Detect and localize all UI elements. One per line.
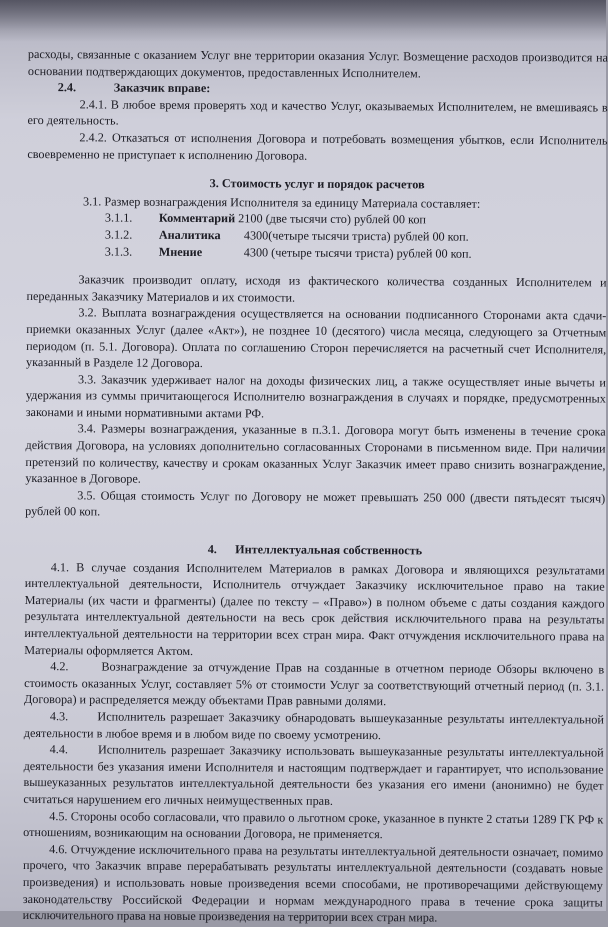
price-row [105, 243, 607, 263]
clause-4-1: 4.1. В случае создания Исполнителем Материалов в рамках Договора и являющихся результатами интеллектуальной деятельности, Исполнитель отчуждает Заказчику исключительное право на такие Материалы (их части и фрагменты) (далее по тексту – «Право») в полном объеме с даты создания каждого результата интеллектуальной деятельности на весь срок действия исключительного права на результаты интеллектуальной деятельности на территории всех стран мира. Факт отчуждения исключительного права на Материалы оформляется Актом. [24, 559, 605, 658]
price-value: 4300(четыре тысячи триста) рублей 00 коп. [243, 228, 469, 244]
section-3-title: 3. Стоимость услуг и порядок расчетов [209, 176, 425, 192]
price-type: Комментарий [158, 211, 236, 226]
price-type: Мнение [158, 244, 203, 259]
top-shadow [0, 0, 606, 42]
clause-4-3: 4.3. Исполнитель разрешает Заказчику обнародовать вышеуказанные результаты интеллектуальной деятельности в любое время и в любом виде по своему усмотрению. [23, 709, 607, 742]
clause-3-5: 3.5. Общая стоимость Услуг по Договору не может превышать 250 000 (двести пятьдесят тысяч) рублей 00 коп. [25, 488, 606, 519]
price-type: Аналитика [158, 227, 221, 243]
section-2-4-number: 2.4. [57, 80, 77, 95]
clause-3-3: 3.3. Заказчик удерживает налог на доходы физических лиц, а также осуществляет иные вычеты и удержания из суммы причитающегося Исполнителю вознаграждения в случаях и порядке, предусмотренных законами и иными нормативными актами РФ. [25, 371, 606, 421]
section-4-title: 4. Интеллектуальная собственность [207, 542, 423, 558]
price-value: 4300 (четыре тысячи триста) рублей 00 коп. [243, 244, 472, 261]
payment-paragraph: Заказчик производит оплату, исходя из фактического количества созданных Исполнителем и переданных Заказчику Материалов и их стоимости. [26, 272, 607, 305]
clause-2-4-1: 2.4.1. В любое время проверять ход и качество Услуг, оказываемых Исполнителем, не вмешиваясь в его деятельность. [27, 97, 608, 128]
price-number: 3.1.3. [104, 244, 133, 259]
clause-4-4: 4.4. Исполнитель разрешает Заказчику использовать вышеуказанные результаты интеллектуальной деятельности без указания имени Исполнителя и настоящим подтверждает и гарантирует, что использование вышеуказанных результатов интеллектуальной деятельности без указания его имени (анонимно) не будет считаться нарушением его личных неимущественных прав. [23, 742, 607, 808]
price-number: 3.1.2. [104, 227, 133, 242]
clause-3-2: 3.2. Выплата вознаграждения осуществляется на основании подписанного Сторонами акта сдачи-приемки оказанных Услуг (далее «Акт»), не позднее 10 (десятого) числа месяца, следующего за Отчетным периодом (п. 5.1. Договора). Оплата по соглашению Сторон перечисляется на расчетный счет Исполнителя, указанный в Разделе 12 Договора. [26, 305, 607, 371]
price-value: 2100 (две тысячи сто) рублей 00 коп [238, 211, 427, 227]
price-number: 3.1.1. [104, 210, 133, 225]
contract-page [23, 46, 608, 927]
clause-3-1: 3.1. Размер вознаграждения Исполнителя за единицу Материала составляет: [83, 194, 481, 211]
continuation-paragraph: расходы, связанные с оказанием Услуг вне территории оказания Услуг. Возмещение расходов производится на основании подтверждающих документов, предоставленных Исполнителем. [27, 46, 608, 80]
clause-4-2: 4.2. Вознаграждение за отчуждение Прав на созданные в отчетном периоде Обзоры включено в стоимость оказанных Услуг, составляет 5% от стоимости Услуг за соответствующий отчетный период (п. 3.1. Договора) и распределяется между объектами Прав равными долями. [23, 659, 608, 709]
clause-3-4: 3.4. Размеры вознаграждения, указанные в п.3.1. Договора могут быть изменены в течение срока действия Договора, на условиях дополнительно согласованных Сторонами в письменном виде. При наличии претензий по количеству, качеству и срокам оказанных Услуг Заказчик имеет право снизить вознаграждение, указанное в Договоре. [25, 421, 606, 486]
clause-4-6: 4.6. Отчуждение исключительного права на результаты интеллектуальной деятельности означает, помимо прочего, что Заказчик вправе перерабатывать результаты интеллектуальной деятельности (создавать новые произведения) и использовать новые произведения всеми способами, не противоречащими действующему законодательству Российской Федерации и нормам международного права в течение срока защиты исключительного права на новые произведения на территории всех стран мира. [22, 841, 604, 925]
clause-2-4-2: 2.4.2. Отказаться от исполнения Договора и потребовать возмещения убытков, если Исполнитель своевременно не приступает к исполнению Договора. [27, 130, 608, 163]
clause-4-5: 4.5. Стороны особо согласовали, что правило о льготном сроке, указанное в пункте 2 статьи 1289 ГК РФ к отношениям, возникающим на основании Договора, не применяется. [23, 808, 604, 842]
section-2-4-title: Заказчик вправе: [113, 80, 211, 96]
